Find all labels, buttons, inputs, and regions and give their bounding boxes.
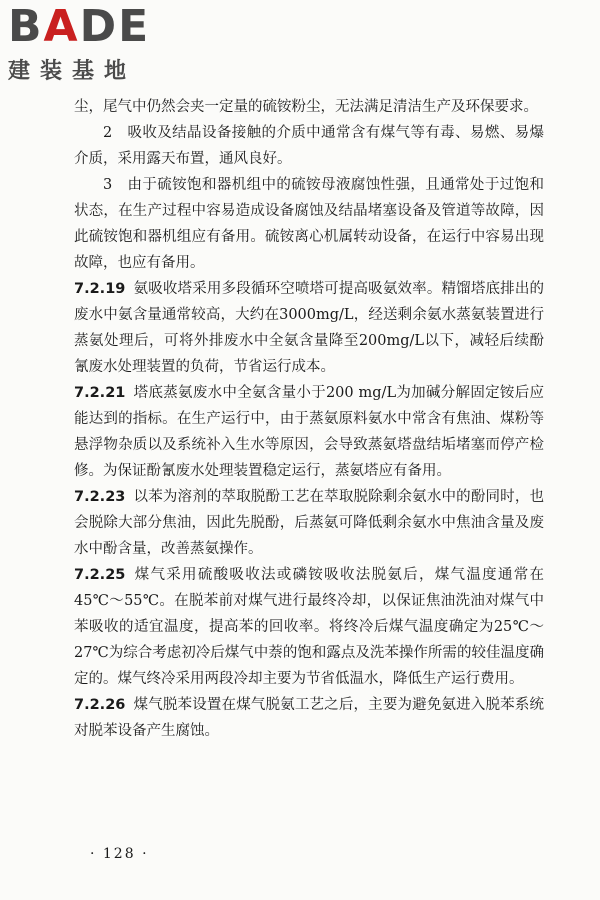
paragraph-text: 3 由于硫铵饱和器机组中的硫铵母液腐蚀性强，且通常处于过饱和状态，在生产过程中容易造成设备腐蚀及结晶堵塞设备及管道等故障，因此硫铵饱和器机组应有备用。硫铵离心机属转动设备，在运行中容易出现故障，也应有备用。 [74,177,544,271]
clause-number: 7.2.26 [74,697,126,713]
logo-letter-b: B [8,1,44,52]
clause-number: 7.2.25 [74,567,126,583]
page-body [74,94,544,744]
paragraph-text: 塔底蒸氨废水中全氨含量小于200 mg/L为加碱分解固定铵后应能达到的指标。在生产运行中，由于蒸氨原料氨水中常含有焦油、煤粉等悬浮物杂质以及系统补入生水等原因，会导致蒸氨塔盘结垢堵塞而停产检修。为保证酚氰废水处理装置稳定运行，蒸氨塔应有备用。 [74,385,544,479]
paragraph-text: 2 吸收及结晶设备接触的介质中通常含有煤气等有毒、易燃、易爆介质，采用露天布置，通风良好。 [74,125,544,167]
clause-paragraph [74,380,544,484]
paragraph-text: 煤气采用硫酸吸收法或磷铵吸收法脱氨后，煤气温度通常在45℃～55℃。在脱苯前对煤气进行最终冷却，以保证焦油洗油对煤气中苯吸收的适宜温度，提高苯的回收率。将终冷后煤气温度确定为25℃～27℃为综合考虑初冷后煤气中萘的饱和露点及洗苯操作所需的较佳温度确定的。煤气终冷采用两段冷却主要为节省低温水，降低生产运行费用。 [74,567,544,687]
clause-number: 7.2.23 [74,489,126,505]
logo-wordmark [8,1,151,52]
clause-paragraph [74,484,544,562]
text-paragraph [74,120,544,172]
clause-paragraph [74,276,544,380]
text-paragraph [74,172,544,276]
clause-number: 7.2.21 [74,385,126,401]
bade-logo [8,1,151,85]
paragraph-text: 尘，尾气中仍然会夹一定量的硫铵粉尘，无法满足清洁生产及环保要求。 [74,99,538,115]
logo-subtitle: 建装基地 [8,59,137,84]
clause-paragraph [74,692,544,744]
clause-number: 7.2.19 [74,281,126,297]
text-paragraph [74,94,544,120]
paragraph-text: 氨吸收塔采用多段循环空喷塔可提高吸氨效率。精馏塔底排出的废水中氨含量通常较高，大约在3000mg/L，经送剩余氨水蒸氨装置进行蒸氨处理后，可将外排废水中全氨含量降至200mg/L以下，减轻后续酚氰废水处理装置的负荷，节省运行成本。 [74,281,544,375]
paragraph-text: 以苯为溶剂的萃取脱酚工艺在萃取脱除剩余氨水中的酚同时，也会脱除大部分焦油，因此先脱酚，后蒸氨可降低剩余氨水中焦油含量及废水中酚含量，改善蒸氨操作。 [74,489,544,557]
logo-letters-de: DE [79,1,151,52]
page-number: · 128 · [90,846,149,862]
clause-paragraph [74,562,544,692]
paragraph-text: 煤气脱苯设置在煤气脱氨工艺之后，主要为避免氨进入脱苯系统对脱苯设备产生腐蚀。 [74,697,544,739]
logo-letter-a: A [43,1,80,52]
